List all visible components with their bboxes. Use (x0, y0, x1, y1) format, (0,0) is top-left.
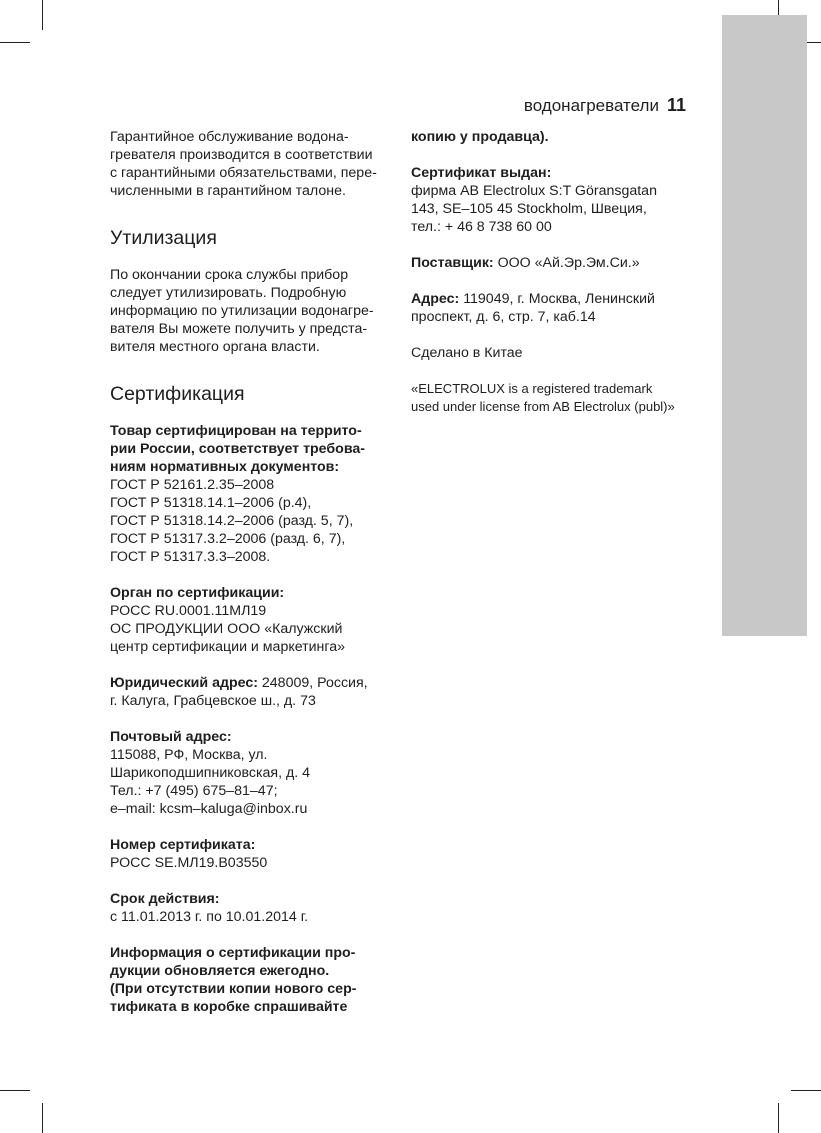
page-number: 11 (666, 95, 686, 115)
made-in: Сделано в Китае (411, 345, 523, 361)
trademark-notice: «ELECTROLUX is a registered trademark used under license from AB Electrolux (publ)» (411, 381, 675, 414)
crop-mark (0, 42, 30, 43)
postal-address: Почтовый адрес: 115088, РФ, Москва, ул. Шарикоподшипниковская, д. 4 Тел.: +7 (495) 675–81–47; e–mail: kcsm–kaluga@inbox.ru (110, 729, 311, 817)
validity-period: Срок действия: с 11.01.2013 г. по 10.01.2014 г. (110, 891, 309, 925)
section-title: водонагреватели (523, 96, 659, 115)
disposal-heading: Утилизация (110, 227, 217, 249)
update-info-end: копию у продавца). (411, 129, 549, 145)
crop-mark (42, 0, 43, 30)
certificate-issuer: Сертификат выдан: фирма AB Electrolux S:T Göransgatan 143, SE–105 45 Stockholm, Швеция, тел.: + 46 8 738 60 00 (411, 165, 657, 235)
crop-mark (778, 1103, 779, 1133)
legal-address: Юридический адрес: 248009, Россия, г. Калуга, Грабцевское ш., д. 73 (110, 675, 368, 709)
crop-mark (42, 1103, 43, 1133)
certification-heading: Сертификация (110, 383, 245, 405)
certification-body: Орган по сертификации: РОСС RU.0001.11МЛ19 ОС ПРОДУКЦИИ ООО «Калужский центр сертификации и маркетинга» (110, 585, 346, 655)
section-tab (722, 15, 807, 636)
certification-intro: Товар сертифицирован на террито- рии России, соответствует требова- ниям нормативных документов: ГОСТ Р 52161.2.35–2008 ГОСТ Р 51318.14.1–2006 (р.4), ГОСТ Р 51318.14.2–2006 (разд. 5, 7), ГОСТ Р 51317.3.2–2006 (разд. 6, 7), ГОСТ Р 51317.3.3–2008. (110, 423, 365, 565)
crop-mark (791, 1090, 821, 1091)
update-info: Информация о сертификации про- дукции обновляется ежегодно. (При отсутствии копии нового сер- тификата в коробке спрашивайте (110, 945, 357, 1015)
certificate-number: Номер сертификата: РОСС SE.МЛ19.В03550 (110, 837, 268, 871)
supplier: Поставщик: ООО «Ай.Эр.Эм.Си.» (411, 255, 640, 271)
left-column (110, 128, 385, 1016)
warranty-paragraph: Гарантийное обслуживание водона- гревателя производится в соответствии с гарантийными обязательствами, пере- численными в гарантийном талоне. (110, 129, 377, 199)
disposal-paragraph: По окончании срока службы прибор следует утилизировать. Подробную информацию по утилизации водонагре- вателя Вы можете получить у предста- вителя местного органа власти. (110, 267, 374, 355)
right-column (411, 128, 701, 416)
page-header (524, 95, 686, 116)
crop-mark (0, 1090, 30, 1091)
supplier-address: Адрес: 119049, г. Москва, Ленинский проспект, д. 6, стр. 7, каб.14 (411, 291, 655, 325)
